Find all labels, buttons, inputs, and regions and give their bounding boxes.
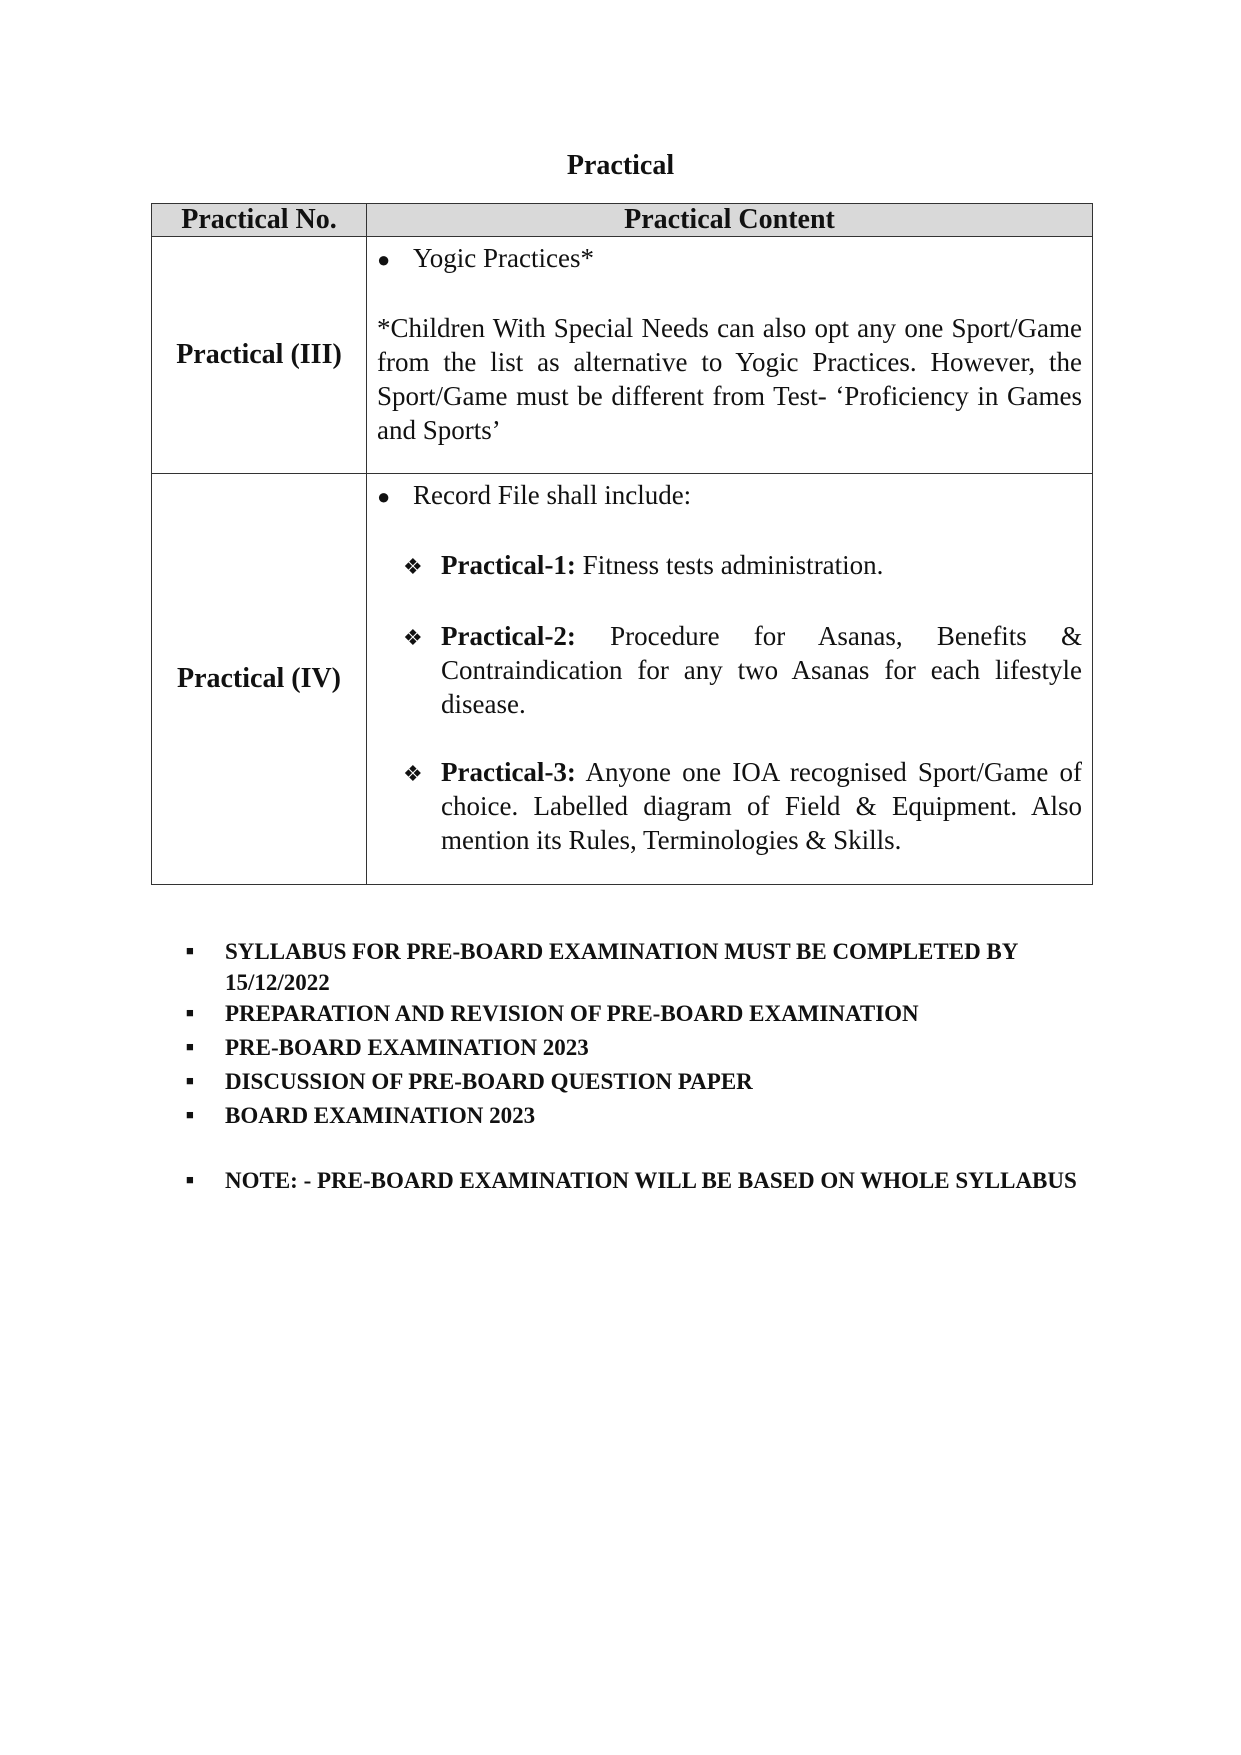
schedule-text: BOARD EXAMINATION 2023 (225, 1103, 536, 1128)
square-bullet-icon: ■ (186, 1039, 194, 1054)
special-needs-note: *Children With Special Needs can also opt any one Sport/Game from the list as alternative to Yogic Practices. However, the Sport/Game must be different from Test- ‘Proficiency in Games and Sports’ (377, 313, 1082, 445)
sub-list-item (403, 619, 1082, 721)
page-title: Practical (566, 150, 675, 181)
practical-number: Practical (III) (152, 237, 367, 474)
sub-list-item (403, 548, 1082, 585)
square-bullet-icon: ■ (186, 1107, 194, 1122)
bullet-icon: ● (377, 484, 391, 509)
diamond-bullet-icon: ❖ (403, 762, 423, 787)
bullet-text: Yogic Practices* (413, 243, 594, 273)
table-row (152, 474, 1093, 885)
practical-content (367, 237, 1093, 474)
list-item (186, 998, 1093, 1032)
square-bullet-icon: ■ (186, 1005, 194, 1020)
bullet-text: Record File shall include: (413, 480, 692, 510)
list-item (186, 1066, 1093, 1100)
schedule-text: PRE-BOARD EXAMINATION 2023 (225, 1035, 589, 1060)
table-row (152, 237, 1093, 474)
sub-item-text: Fitness tests administration. (582, 550, 884, 580)
list-item (186, 1032, 1093, 1066)
schedule-list (186, 936, 1093, 1199)
sub-item-text: Procedure for Asanas, Benefits & Contraindication for any two Asanas for each lifestyle disease. (441, 621, 1083, 719)
diamond-bullet-icon: ❖ (403, 555, 423, 580)
schedule-text: DISCUSSION OF PRE-BOARD QUESTION PAPER (225, 1069, 753, 1094)
practical-content (367, 474, 1093, 885)
square-bullet-icon: ■ (186, 1172, 194, 1187)
note-item (186, 1165, 1093, 1199)
header-practical-no: Practical No. (152, 204, 367, 237)
table-header-row (152, 204, 1093, 237)
list-item (186, 1100, 1093, 1134)
list-item (377, 241, 1082, 277)
practical-number: Practical (IV) (152, 474, 367, 885)
note-text: NOTE: - PRE-BOARD EXAMINATION WILL BE BASED ON WHOLE SYLLABUS (225, 1168, 1077, 1193)
sub-list-item (403, 755, 1082, 857)
list-item (186, 936, 1093, 998)
schedule-text: SYLLABUS FOR PRE-BOARD EXAMINATION MUST BE COMPLETED BY 15/12/2022 (225, 939, 1018, 995)
diamond-bullet-icon: ❖ (403, 626, 423, 651)
sub-item-label: Practical-1: (441, 550, 576, 580)
square-bullet-icon: ■ (186, 943, 194, 958)
bullet-icon: ● (377, 247, 391, 272)
square-bullet-icon: ■ (186, 1073, 194, 1088)
sub-item-label: Practical-3: (441, 757, 576, 787)
practical-table (151, 203, 1093, 885)
sub-item-label: Practical-2: (441, 621, 576, 651)
schedule-text: PREPARATION AND REVISION OF PRE-BOARD EXAMINATION (225, 1001, 919, 1026)
list-item (377, 478, 1082, 514)
sub-item-text: Anyone one IOA recognised Sport/Game of choice. Labelled diagram of Field & Equipment. Also mention its Rules, Terminologies & Skills. (441, 757, 1082, 855)
header-practical-content: Practical Content (367, 204, 1093, 237)
